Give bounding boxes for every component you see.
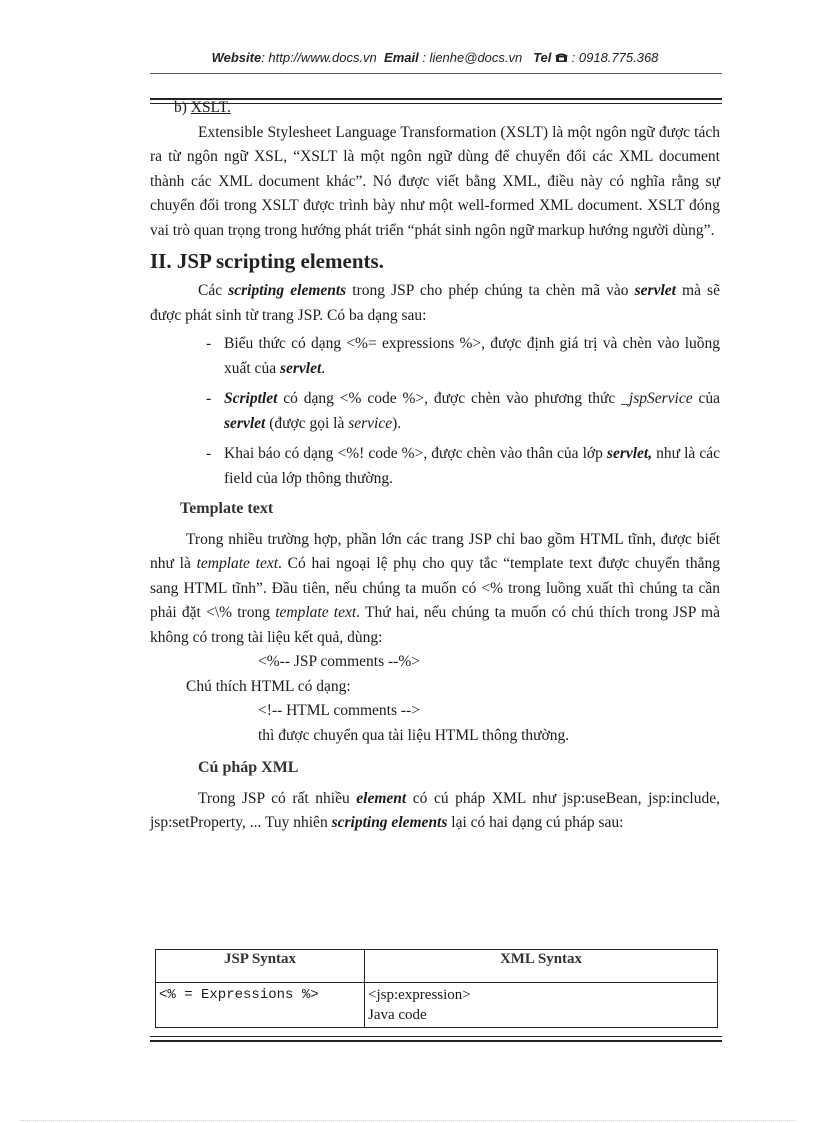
bullet-3-text: Khai báo có dạng <%! code %>, được chèn vào thân của lớp xyxy=(224,445,607,462)
xml-java-code: Java code xyxy=(368,1007,427,1023)
section-b-prefix: b) xyxy=(174,99,187,116)
section-b-heading xyxy=(150,96,720,121)
email-value: : lienhe@docs.vn xyxy=(418,50,523,65)
table-cell-xml-expression xyxy=(365,983,718,1028)
bottom-double-rule-thin xyxy=(150,1036,722,1037)
xml-expression-tag: <jsp:expression> xyxy=(368,987,471,1003)
intro-scripting-elements: scripting elements xyxy=(228,282,347,299)
bullet-2-service: service xyxy=(348,414,393,432)
table-header-jsp: JSP Syntax xyxy=(156,950,365,983)
template-text-3: . Thứ hai, nếu chúng ta muốn có chú thích trong JSP mà không có trong tài liệu kết quả, dùng: xyxy=(150,604,720,646)
xslt-paragraph: Extensible Stylesheet Language Transformation (XSLT) là một ngôn ngữ được tách ra từ ngôn ngữ XSL, “XSLT là một ngôn ngữ dùng để chuyển đổi các XML document thành các XML document khác”. Nó được viết bằng XML, điều này có nghĩa rằng sự chuyển đổi trong XSLT được trình bày như một well-formed XML document. XSLT đóng vai trò quan trọng trong hướng phát triển “phát sinh ngôn ngữ markup hướng người dùng”. xyxy=(150,123,720,239)
bullet-3-servlet: servlet, xyxy=(606,445,653,462)
xml-element: element xyxy=(356,789,407,807)
bullet-2-mid: của xyxy=(692,390,721,407)
xml-syntax-paragraph xyxy=(150,787,720,836)
bullet-1-end: . xyxy=(321,359,326,377)
intro-text-1: Các xyxy=(198,282,229,299)
section-b-title: XSLT. xyxy=(190,99,231,116)
jsp-comment-example: <%-- JSP comments --%> xyxy=(258,653,420,670)
xml-text-2: có cú pháp XML như jsp:useBean, jsp:include, jsp:setProperty, ... Tuy nhiên xyxy=(150,789,720,831)
table-cell-jsp-expression: <% = Expressions %> xyxy=(156,983,365,1028)
dash-bullet: - xyxy=(206,445,212,462)
table-row xyxy=(156,983,718,1028)
xml-scripting-elements: scripting elements xyxy=(331,814,448,831)
tel-label: Tel xyxy=(533,50,552,65)
template-text-italic-1: template text xyxy=(196,555,279,572)
page-bottom-dotted-line xyxy=(20,1120,796,1121)
email-label: Email xyxy=(384,50,419,65)
header-rule xyxy=(150,73,722,74)
website-value: : http://www.docs.vn xyxy=(261,50,377,65)
xml-text-1: Trong JSP có rất nhiều xyxy=(198,789,357,807)
template-text-2: . Có hai ngoại lệ phụ cho quy tắc “template text được chuyển thẳng sang HTML tĩnh”. Đầu tiên, nếu chúng ta muốn có <% trong luồng xuất thì chúng ta cần phải đặt <\% trong xyxy=(150,555,720,621)
template-text-heading: Template text xyxy=(180,500,274,517)
list-item-scriptlet xyxy=(150,387,720,436)
bullet-2-end: ). xyxy=(392,414,402,432)
html-comment-example: <!-- HTML comments --> xyxy=(258,702,420,719)
xml-syntax-heading: Cú pháp XML xyxy=(198,759,299,776)
bullet-2-jspservice: _jspService xyxy=(621,390,693,407)
html-comment-note: thì được chuyển qua tài liệu HTML thông thường. xyxy=(258,726,570,744)
xml-text-3: lại có hai dạng cú pháp sau: xyxy=(447,814,624,831)
template-text-1: Trong nhiều trường hợp, phần lớn các trang JSP chỉ bao gồm HTML tĩnh, được biết như là xyxy=(150,530,720,572)
template-text-paragraph xyxy=(150,528,720,651)
table-header-row xyxy=(156,950,718,983)
list-item-declaration xyxy=(150,442,720,491)
table-header-xml: XML Syntax xyxy=(365,950,718,983)
page-content xyxy=(150,96,720,836)
html-comment-intro: Chú thích HTML có dạng: xyxy=(186,677,351,695)
intro-servlet: servlet xyxy=(634,282,676,299)
list-item-expression xyxy=(150,332,720,381)
tel-value: : 0918.775.368 xyxy=(571,50,659,65)
bullet-3-end: như là các field của lớp thông thường. xyxy=(224,445,720,487)
bullet-1-text: Biểu thức có dạng <%= expressions %>, được định giá trị và chèn vào luồng xuất của xyxy=(224,335,720,377)
bullet-2-text: có dạng <% code %>, được chèn vào phương thức xyxy=(277,390,622,407)
dash-bullet: - xyxy=(206,335,212,352)
intro-text-3: mà sẽ được phát sinh từ trang JSP. Có ba dạng sau: xyxy=(150,282,720,324)
phone-icon xyxy=(555,50,572,65)
bottom-double-rule-thick xyxy=(150,1040,722,1042)
syntax-table xyxy=(155,949,718,1028)
bullet-2-mid2: (được gọi là xyxy=(265,414,349,432)
scripting-elements-list xyxy=(150,332,720,491)
bullet-1-servlet: servlet xyxy=(279,359,322,377)
page-header xyxy=(150,50,720,65)
template-text-italic-2: template text xyxy=(275,604,357,621)
bullet-2-scriptlet: Scriptlet xyxy=(224,390,278,407)
website-label: Website xyxy=(211,50,262,65)
intro-text-2: trong JSP cho phép chúng ta chèn mã vào xyxy=(346,282,635,299)
intro-paragraph xyxy=(150,279,720,328)
section-2-title: II. JSP scripting elements. xyxy=(150,249,384,273)
dash-bullet: - xyxy=(206,390,212,407)
bullet-2-servlet: servlet xyxy=(224,414,266,432)
